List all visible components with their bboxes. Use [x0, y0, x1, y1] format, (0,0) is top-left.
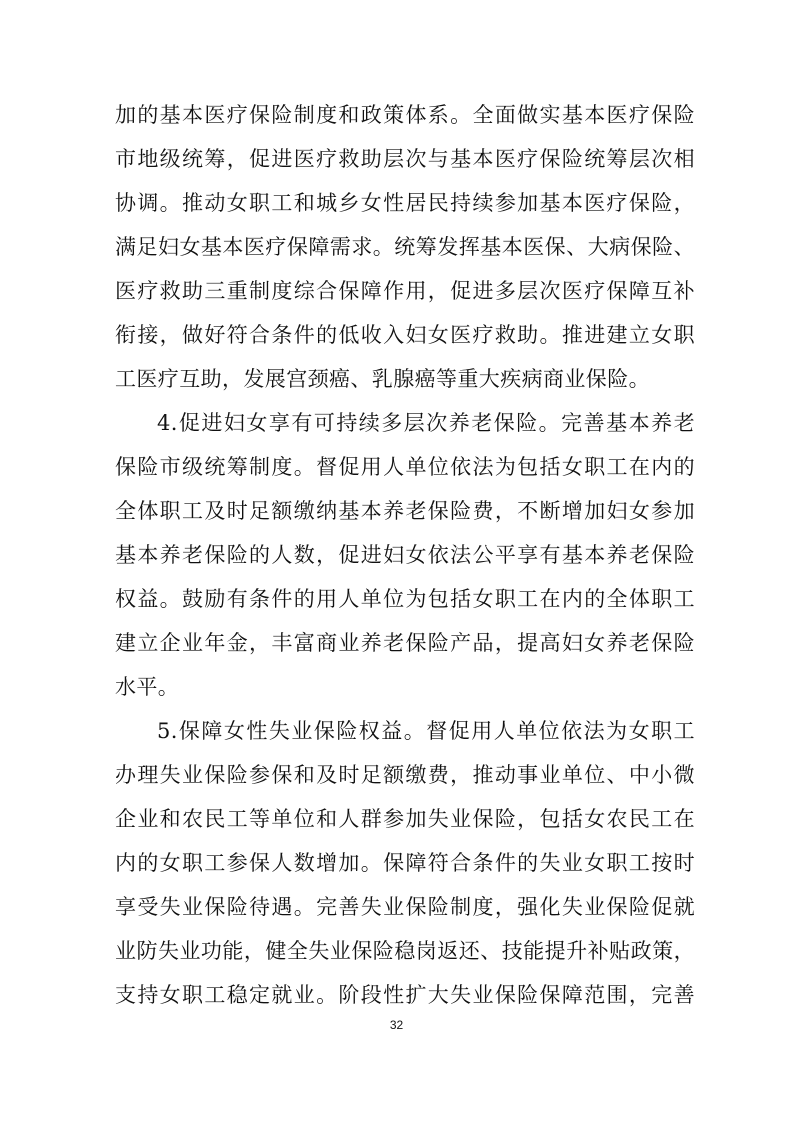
- paragraph-first-line: 5.保障女性失业保险权益。督促用人单位依法为女职工: [157, 719, 695, 743]
- text-line: 水平。: [115, 675, 180, 699]
- text-line: 权益。鼓励有条件的用人单位为包括女职工在内的全体职工: [115, 587, 695, 611]
- text-line: 享受失业保险待遇。完善失业保险制度，强化失业保险促就: [115, 895, 695, 919]
- text-line: 业防失业功能，健全失业保险稳岗返还、技能提升补贴政策，: [115, 939, 695, 963]
- text-line: 协调。推动女职工和城乡女性居民持续参加基本医疗保险，: [115, 191, 695, 215]
- text-line: 衔接，做好符合条件的低收入妇女医疗救助。推进建立女职: [115, 323, 695, 347]
- text-line: 企业和农民工等单位和人群参加失业保险，包括女农民工在: [115, 807, 695, 831]
- text-line: 办理失业保险参保和及时足额缴费，推动事业单位、中小微: [115, 763, 695, 787]
- text-line: 工医疗互助，发展宫颈癌、乳腺癌等重大疾病商业保险。: [115, 367, 650, 391]
- text-line: 加的基本医疗保险制度和政策体系。全面做实基本医疗保险: [115, 103, 695, 127]
- text-line: 支持女职工稳定就业。阶段性扩大失业保险保障范围，完善: [115, 983, 695, 1007]
- text-line: 满足妇女基本医疗保障需求。统筹发挥基本医保、大病保险、: [115, 235, 695, 259]
- text-line: 全体职工及时足额缴纳基本养老保险费，不断增加妇女参加: [115, 499, 695, 523]
- text-line: 建立企业年金，丰富商业养老保险产品，提高妇女养老保险: [115, 631, 695, 655]
- text-line: 保险市级统筹制度。督促用人单位依法为包括女职工在内的: [115, 455, 695, 479]
- text-line: 市地级统筹，促进医疗救助层次与基本医疗保险统筹层次相: [115, 147, 695, 171]
- paragraph-first-line: 4.促进妇女享有可持续多层次养老保险。完善基本养老: [157, 411, 695, 435]
- text-line: 内的女职工参保人数增加。保障符合条件的失业女职工按时: [115, 851, 695, 875]
- text-line: 医疗救助三重制度综合保障作用，促进多层次医疗保障互补: [115, 279, 695, 303]
- page-number: 32: [389, 1018, 404, 1032]
- text-line: 基本养老保险的人数，促进妇女依法公平享有基本养老保险: [115, 543, 695, 567]
